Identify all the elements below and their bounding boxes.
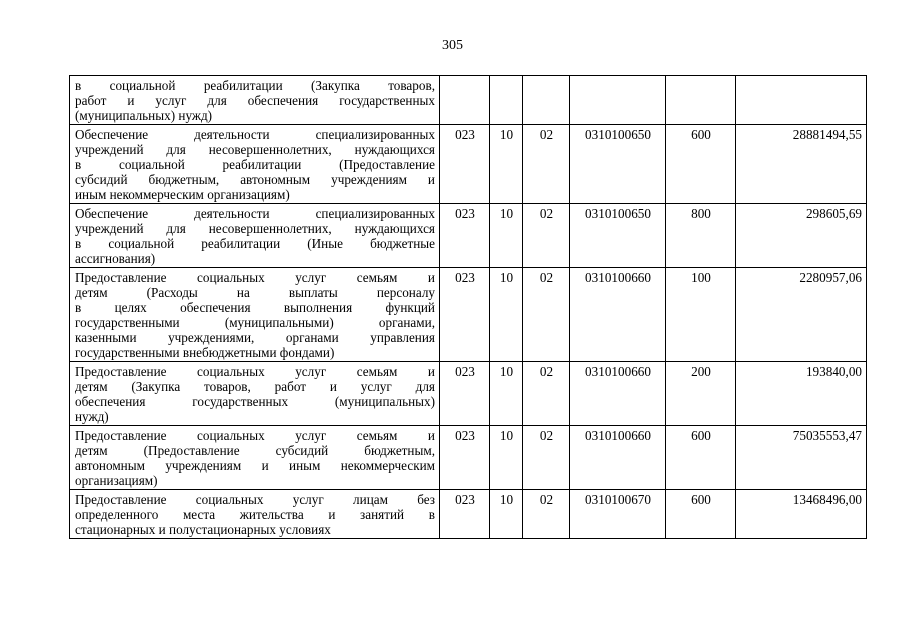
description-line: (муниципальных) нужд) — [75, 108, 213, 123]
description-line: в социальной реабилитации (Закупка товаров, — [75, 78, 435, 93]
target-article-cell: 0310100660 — [570, 268, 666, 362]
subsection-code-cell — [523, 76, 570, 125]
subsection-code-cell: 02 — [523, 204, 570, 268]
amount-cell: 13468496,00 — [736, 490, 867, 539]
ministry-code-cell: 023 — [440, 426, 490, 490]
amount-cell: 2280957,06 — [736, 268, 867, 362]
subsection-code-cell: 02 — [523, 490, 570, 539]
table-row — [70, 125, 867, 204]
budget-table-body — [70, 76, 867, 539]
description-line: государственными (муниципальными) органами, — [75, 315, 435, 330]
description-line: нужд) — [75, 409, 109, 424]
table-row — [70, 490, 867, 539]
ministry-code-cell: 023 — [440, 362, 490, 426]
table-row — [70, 76, 867, 125]
description-line: учреждений для несовершеннолетних, нуждающихся — [75, 142, 435, 157]
description-cell — [70, 426, 440, 490]
description-line: Предоставление социальных услуг лицам без — [75, 492, 435, 507]
description-line: иным некоммерческим организациям) — [75, 187, 290, 202]
description-line: детям (Предоставление субсидий бюджетным, — [75, 443, 435, 458]
section-code-cell: 10 — [490, 204, 523, 268]
target-article-cell: 0310100650 — [570, 204, 666, 268]
description-cell — [70, 362, 440, 426]
description-line: в социальной реабилитации (Предоставление — [75, 157, 435, 172]
description-line: организациям) — [75, 473, 158, 488]
ministry-code-cell — [440, 76, 490, 125]
target-article-cell: 0310100650 — [570, 125, 666, 204]
section-code-cell: 10 — [490, 268, 523, 362]
section-code-cell: 10 — [490, 125, 523, 204]
target-article-cell — [570, 76, 666, 125]
description-line: ассигнования) — [75, 251, 156, 266]
table-row — [70, 204, 867, 268]
table-row — [70, 362, 867, 426]
expense-type-cell — [666, 76, 736, 125]
description-cell — [70, 76, 440, 125]
target-article-cell: 0310100660 — [570, 426, 666, 490]
subsection-code-cell: 02 — [523, 362, 570, 426]
table-row — [70, 268, 867, 362]
expense-type-cell: 600 — [666, 125, 736, 204]
description-line: Предоставление социальных услуг семьям и — [75, 364, 435, 379]
target-article-cell: 0310100660 — [570, 362, 666, 426]
section-code-cell: 10 — [490, 362, 523, 426]
expense-type-cell: 100 — [666, 268, 736, 362]
expense-type-cell: 600 — [666, 426, 736, 490]
description-line: работ и услуг для обеспечения государственных — [75, 93, 435, 108]
table-row — [70, 426, 867, 490]
expense-type-cell: 600 — [666, 490, 736, 539]
amount-cell: 193840,00 — [736, 362, 867, 426]
description-line: субсидий бюджетным, автономным учреждениям и — [75, 172, 435, 187]
description-line: детям (Закупка товаров, работ и услуг для — [75, 379, 435, 394]
ministry-code-cell: 023 — [440, 268, 490, 362]
subsection-code-cell: 02 — [523, 268, 570, 362]
amount-cell — [736, 76, 867, 125]
amount-cell: 75035553,47 — [736, 426, 867, 490]
section-code-cell — [490, 76, 523, 125]
ministry-code-cell: 023 — [440, 125, 490, 204]
description-line: автономным учреждениям и иным некоммерческим — [75, 458, 435, 473]
description-line: в социальной реабилитации (Иные бюджетные — [75, 236, 435, 251]
description-line: Предоставление социальных услуг семьям и — [75, 428, 435, 443]
ministry-code-cell: 023 — [440, 490, 490, 539]
description-cell — [70, 125, 440, 204]
subsection-code-cell: 02 — [523, 426, 570, 490]
description-cell — [70, 268, 440, 362]
description-line: казенными учреждениями, органами управления — [75, 330, 435, 345]
section-code-cell: 10 — [490, 426, 523, 490]
page-number: 305 — [442, 38, 463, 53]
description-line: Предоставление социальных услуг семьям и — [75, 270, 435, 285]
section-code-cell: 10 — [490, 490, 523, 539]
description-cell — [70, 490, 440, 539]
description-line: государственными внебюджетными фондами) — [75, 345, 335, 360]
target-article-cell: 0310100670 — [570, 490, 666, 539]
ministry-code-cell: 023 — [440, 204, 490, 268]
subsection-code-cell: 02 — [523, 125, 570, 204]
description-line: Обеспечение деятельности специализированных — [75, 127, 435, 142]
description-line: Обеспечение деятельности специализированных — [75, 206, 435, 221]
description-line: в целях обеспечения выполнения функций — [75, 300, 435, 315]
amount-cell: 298605,69 — [736, 204, 867, 268]
expense-type-cell: 200 — [666, 362, 736, 426]
budget-table — [69, 75, 867, 539]
description-cell — [70, 204, 440, 268]
expense-type-cell: 800 — [666, 204, 736, 268]
description-line: обеспечения государственных (муниципальных) — [75, 394, 435, 409]
description-line: определенного места жительства и занятий в — [75, 507, 435, 522]
description-line: детям (Расходы на выплаты персоналу — [75, 285, 435, 300]
amount-cell: 28881494,55 — [736, 125, 867, 204]
description-line: стационарных и полустационарных условиях — [75, 522, 331, 537]
description-line: учреждений для несовершеннолетних, нуждающихся — [75, 221, 435, 236]
